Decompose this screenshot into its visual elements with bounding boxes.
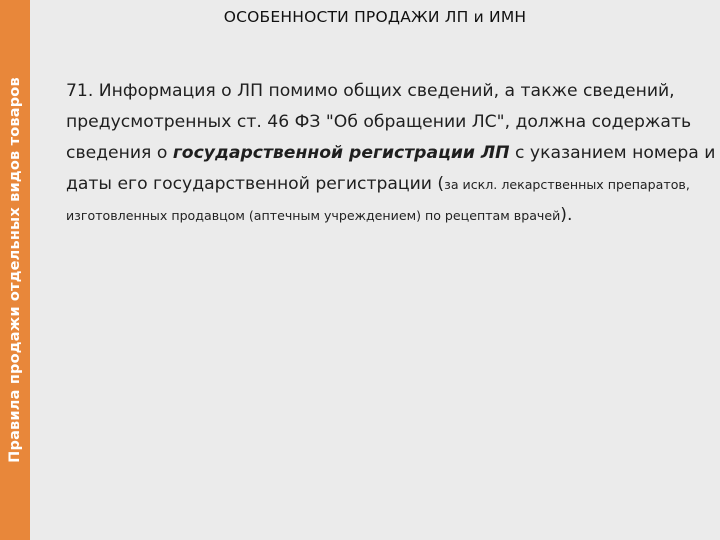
paragraph-note: за искл. лекарственных препаратов, изготовленных продавцом (аптечным учреждением) по рецептам врачей <box>66 177 690 223</box>
sidebar-label-wrapper <box>0 0 30 540</box>
paragraph-text-end: ). <box>560 205 573 225</box>
sidebar-vertical-title: Правила продажи отдельных видов товаров <box>7 77 23 463</box>
paragraph-text-start: 71. Информация о ЛП помимо общих сведений, а также сведений, предусмотренных ст. 46 ФЗ "Об обращении ЛС", должна содержать сведения о <box>66 81 692 163</box>
emphasis-registration: государственной регистрации ЛП <box>172 143 510 163</box>
paragraph-text-middle: с указанием номера и даты его государственной регистрации ( <box>66 143 716 194</box>
body-paragraph <box>66 76 716 231</box>
slide-title: ОСОБЕННОСТИ ПРОДАЖИ ЛП и ИМН <box>223 8 527 26</box>
